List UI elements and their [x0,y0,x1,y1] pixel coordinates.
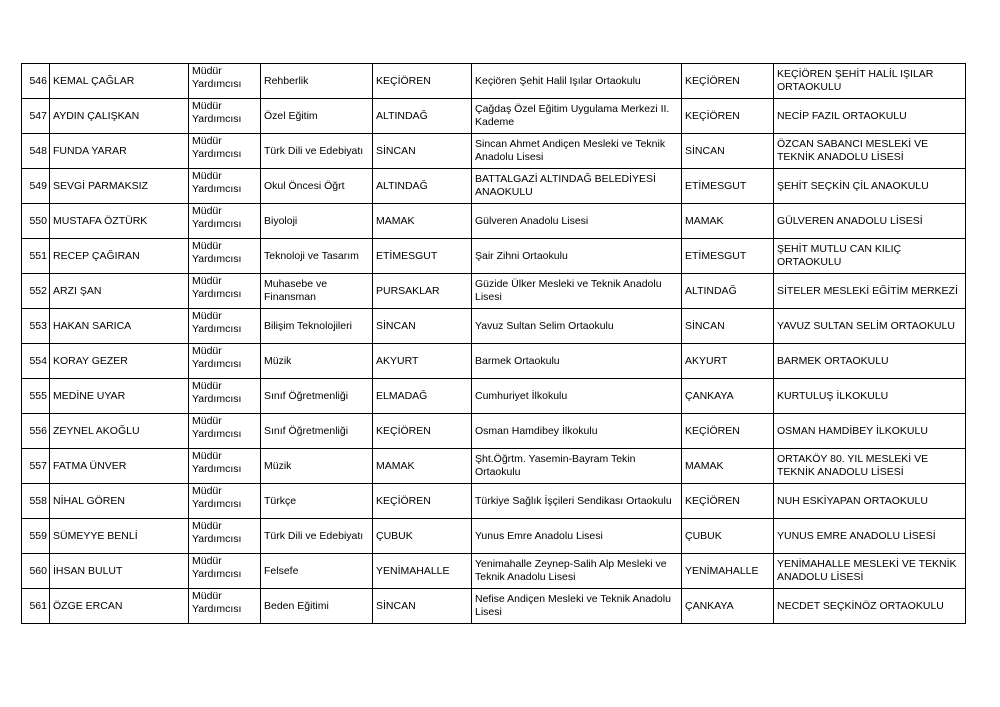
branch-cell: Beden Eğitimi [261,589,373,624]
person-name-cell: İHSAN BULUT [50,554,189,589]
assigned-district-cell: ÇANKAYA [682,379,774,414]
position-title-cell: Müdür Yardımcısı [189,64,261,99]
assigned-school-cell: BARMEK ORTAOKULU [774,344,966,379]
position-title-cell: Müdür Yardımcısı [189,274,261,309]
table-row [22,519,966,554]
row-number-cell: 549 [22,169,50,204]
current-district-cell: YENİMAHALLE [373,554,472,589]
assigned-district-cell: AKYURT [682,344,774,379]
person-name-cell: SÜMEYYE BENLİ [50,519,189,554]
assigned-school-cell: OSMAN HAMDİBEY İLKOKULU [774,414,966,449]
current-district-cell: ETİMESGUT [373,239,472,274]
row-number-cell: 556 [22,414,50,449]
assigned-school-cell: ORTAKÖY 80. YIL MESLEKİ VE TEKNİK ANADOLU LİSESİ [774,449,966,484]
current-district-cell: SİNCAN [373,589,472,624]
assigned-district-cell: KEÇİÖREN [682,99,774,134]
branch-cell: Felsefe [261,554,373,589]
current-school-cell: Osman Hamdibey İlkokulu [472,414,682,449]
position-title-cell: Müdür Yardımcısı [189,414,261,449]
row-number-cell: 550 [22,204,50,239]
person-name-cell: FATMA ÜNVER [50,449,189,484]
table-row [22,169,966,204]
table-row [22,449,966,484]
current-district-cell: PURSAKLAR [373,274,472,309]
current-district-cell: KEÇİÖREN [373,484,472,519]
assigned-district-cell: KEÇİÖREN [682,484,774,519]
branch-cell: Türkçe [261,484,373,519]
current-school-cell: Cumhuriyet İlkokulu [472,379,682,414]
assigned-district-cell: ETİMESGUT [682,169,774,204]
table-row [22,274,966,309]
current-school-cell: Yunus Emre Anadolu Lisesi [472,519,682,554]
table-row [22,554,966,589]
assigned-district-cell: SİNCAN [682,309,774,344]
assigned-school-cell: YUNUS EMRE ANADOLU LİSESİ [774,519,966,554]
row-number-cell: 560 [22,554,50,589]
current-district-cell: MAMAK [373,449,472,484]
person-name-cell: FUNDA YARAR [50,134,189,169]
person-name-cell: SEVGİ PARMAKSIZ [50,169,189,204]
assigned-school-cell: KEÇİÖREN ŞEHİT HALİL IŞILAR ORTAOKULU [774,64,966,99]
person-name-cell: HAKAN SARICA [50,309,189,344]
assigned-school-cell: NECİP FAZIL ORTAOKULU [774,99,966,134]
table-row [22,589,966,624]
current-school-cell: BATTALGAZİ ALTINDAĞ BELEDİYESİ ANAOKULU [472,169,682,204]
table-row [22,414,966,449]
table-row [22,484,966,519]
branch-cell: Müzik [261,449,373,484]
assigned-district-cell: MAMAK [682,449,774,484]
current-school-cell: Nefise Andiçen Mesleki ve Teknik Anadolu Lisesi [472,589,682,624]
branch-cell: Türk Dili ve Edebiyatı [261,519,373,554]
position-title-cell: Müdür Yardımcısı [189,379,261,414]
table-row [22,134,966,169]
table-row [22,64,966,99]
assigned-district-cell: ALTINDAĞ [682,274,774,309]
current-school-cell: Güzide Ülker Mesleki ve Teknik Anadolu Lisesi [472,274,682,309]
person-name-cell: RECEP ÇAĞIRAN [50,239,189,274]
row-number-cell: 546 [22,64,50,99]
current-school-cell: Gülveren Anadolu Lisesi [472,204,682,239]
position-title-cell: Müdür Yardımcısı [189,99,261,134]
position-title-cell: Müdür Yardımcısı [189,169,261,204]
assigned-district-cell: ÇANKAYA [682,589,774,624]
person-name-cell: MUSTAFA ÖZTÜRK [50,204,189,239]
row-number-cell: 558 [22,484,50,519]
branch-cell: Bilişim Teknolojileri [261,309,373,344]
assigned-district-cell: ÇUBUK [682,519,774,554]
assigned-school-cell: ÖZCAN SABANCI MESLEKİ VE TEKNİK ANADOLU LİSESİ [774,134,966,169]
position-title-cell: Müdür Yardımcısı [189,554,261,589]
current-district-cell: ALTINDAĞ [373,169,472,204]
current-district-cell: KEÇİÖREN [373,414,472,449]
current-district-cell: KEÇİÖREN [373,64,472,99]
assigned-district-cell: KEÇİÖREN [682,414,774,449]
position-title-cell: Müdür Yardımcısı [189,134,261,169]
current-district-cell: MAMAK [373,204,472,239]
current-district-cell: ALTINDAĞ [373,99,472,134]
current-district-cell: SİNCAN [373,134,472,169]
current-school-cell: Şht.Öğrtm. Yasemin-Bayram Tekin Ortaokulu [472,449,682,484]
assigned-school-cell: KURTULUŞ İLKOKULU [774,379,966,414]
assigned-school-cell: SİTELER MESLEKİ EĞİTİM MERKEZİ [774,274,966,309]
position-title-cell: Müdür Yardımcısı [189,484,261,519]
current-school-cell: Yenimahalle Zeynep-Salih Alp Mesleki ve Teknik Anadolu Lisesi [472,554,682,589]
branch-cell: Sınıf Öğretmenliği [261,414,373,449]
current-district-cell: SİNCAN [373,309,472,344]
person-name-cell: ZEYNEL AKOĞLU [50,414,189,449]
assigned-district-cell: SİNCAN [682,134,774,169]
row-number-cell: 554 [22,344,50,379]
branch-cell: Biyoloji [261,204,373,239]
person-name-cell: ÖZGE ERCAN [50,589,189,624]
assigned-school-cell: GÜLVEREN ANADOLU LİSESİ [774,204,966,239]
assigned-school-cell: ŞEHİT MUTLU CAN KILIÇ ORTAOKULU [774,239,966,274]
assigned-school-cell: ŞEHİT SEÇKİN ÇİL ANAOKULU [774,169,966,204]
assigned-district-cell: ETİMESGUT [682,239,774,274]
current-school-cell: Keçiören Şehit Halil Işılar Ortaokulu [472,64,682,99]
current-district-cell: AKYURT [373,344,472,379]
table-row [22,239,966,274]
current-district-cell: ELMADAĞ [373,379,472,414]
person-name-cell: ARZI ŞAN [50,274,189,309]
branch-cell: Muhasebe ve Finansman [261,274,373,309]
assignment-table [21,63,966,624]
row-number-cell: 559 [22,519,50,554]
assigned-school-cell: NUH ESKİYAPAN ORTAOKULU [774,484,966,519]
assigned-district-cell: YENİMAHALLE [682,554,774,589]
assigned-school-cell: YAVUZ SULTAN SELİM ORTAOKULU [774,309,966,344]
position-title-cell: Müdür Yardımcısı [189,239,261,274]
table-row [22,344,966,379]
assigned-district-cell: MAMAK [682,204,774,239]
current-school-cell: Türkiye Sağlık İşçileri Sendikası Ortaokulu [472,484,682,519]
position-title-cell: Müdür Yardımcısı [189,449,261,484]
position-title-cell: Müdür Yardımcısı [189,344,261,379]
row-number-cell: 551 [22,239,50,274]
assigned-school-cell: YENİMAHALLE MESLEKİ VE TEKNİK ANADOLU LİSESİ [774,554,966,589]
row-number-cell: 555 [22,379,50,414]
assigned-school-cell: NECDET SEÇKİNÖZ ORTAOKULU [774,589,966,624]
person-name-cell: AYDIN ÇALIŞKAN [50,99,189,134]
branch-cell: Özel Eğitim [261,99,373,134]
branch-cell: Türk Dili ve Edebiyatı [261,134,373,169]
person-name-cell: KORAY GEZER [50,344,189,379]
table-row [22,309,966,344]
position-title-cell: Müdür Yardımcısı [189,589,261,624]
assigned-district-cell: KEÇİÖREN [682,64,774,99]
position-title-cell: Müdür Yardımcısı [189,309,261,344]
branch-cell: Sınıf Öğretmenliği [261,379,373,414]
person-name-cell: NİHAL GÖREN [50,484,189,519]
current-school-cell: Çağdaş Özel Eğitim Uygulama Merkezi II. Kademe [472,99,682,134]
row-number-cell: 548 [22,134,50,169]
assignment-table-body [22,64,966,624]
branch-cell: Rehberlik [261,64,373,99]
table-row [22,99,966,134]
row-number-cell: 553 [22,309,50,344]
current-school-cell: Barmek Ortaokulu [472,344,682,379]
row-number-cell: 547 [22,99,50,134]
person-name-cell: MEDİNE UYAR [50,379,189,414]
current-school-cell: Şair Zihni Ortaokulu [472,239,682,274]
current-school-cell: Yavuz Sultan Selim Ortaokulu [472,309,682,344]
row-number-cell: 557 [22,449,50,484]
current-school-cell: Sincan Ahmet Andiçen Mesleki ve Teknik Anadolu Lisesi [472,134,682,169]
position-title-cell: Müdür Yardımcısı [189,519,261,554]
current-district-cell: ÇUBUK [373,519,472,554]
row-number-cell: 561 [22,589,50,624]
position-title-cell: Müdür Yardımcısı [189,204,261,239]
table-row [22,379,966,414]
table-row [22,204,966,239]
branch-cell: Müzik [261,344,373,379]
branch-cell: Okul Öncesi Öğrt [261,169,373,204]
person-name-cell: KEMAL ÇAĞLAR [50,64,189,99]
row-number-cell: 552 [22,274,50,309]
branch-cell: Teknoloji ve Tasarım [261,239,373,274]
